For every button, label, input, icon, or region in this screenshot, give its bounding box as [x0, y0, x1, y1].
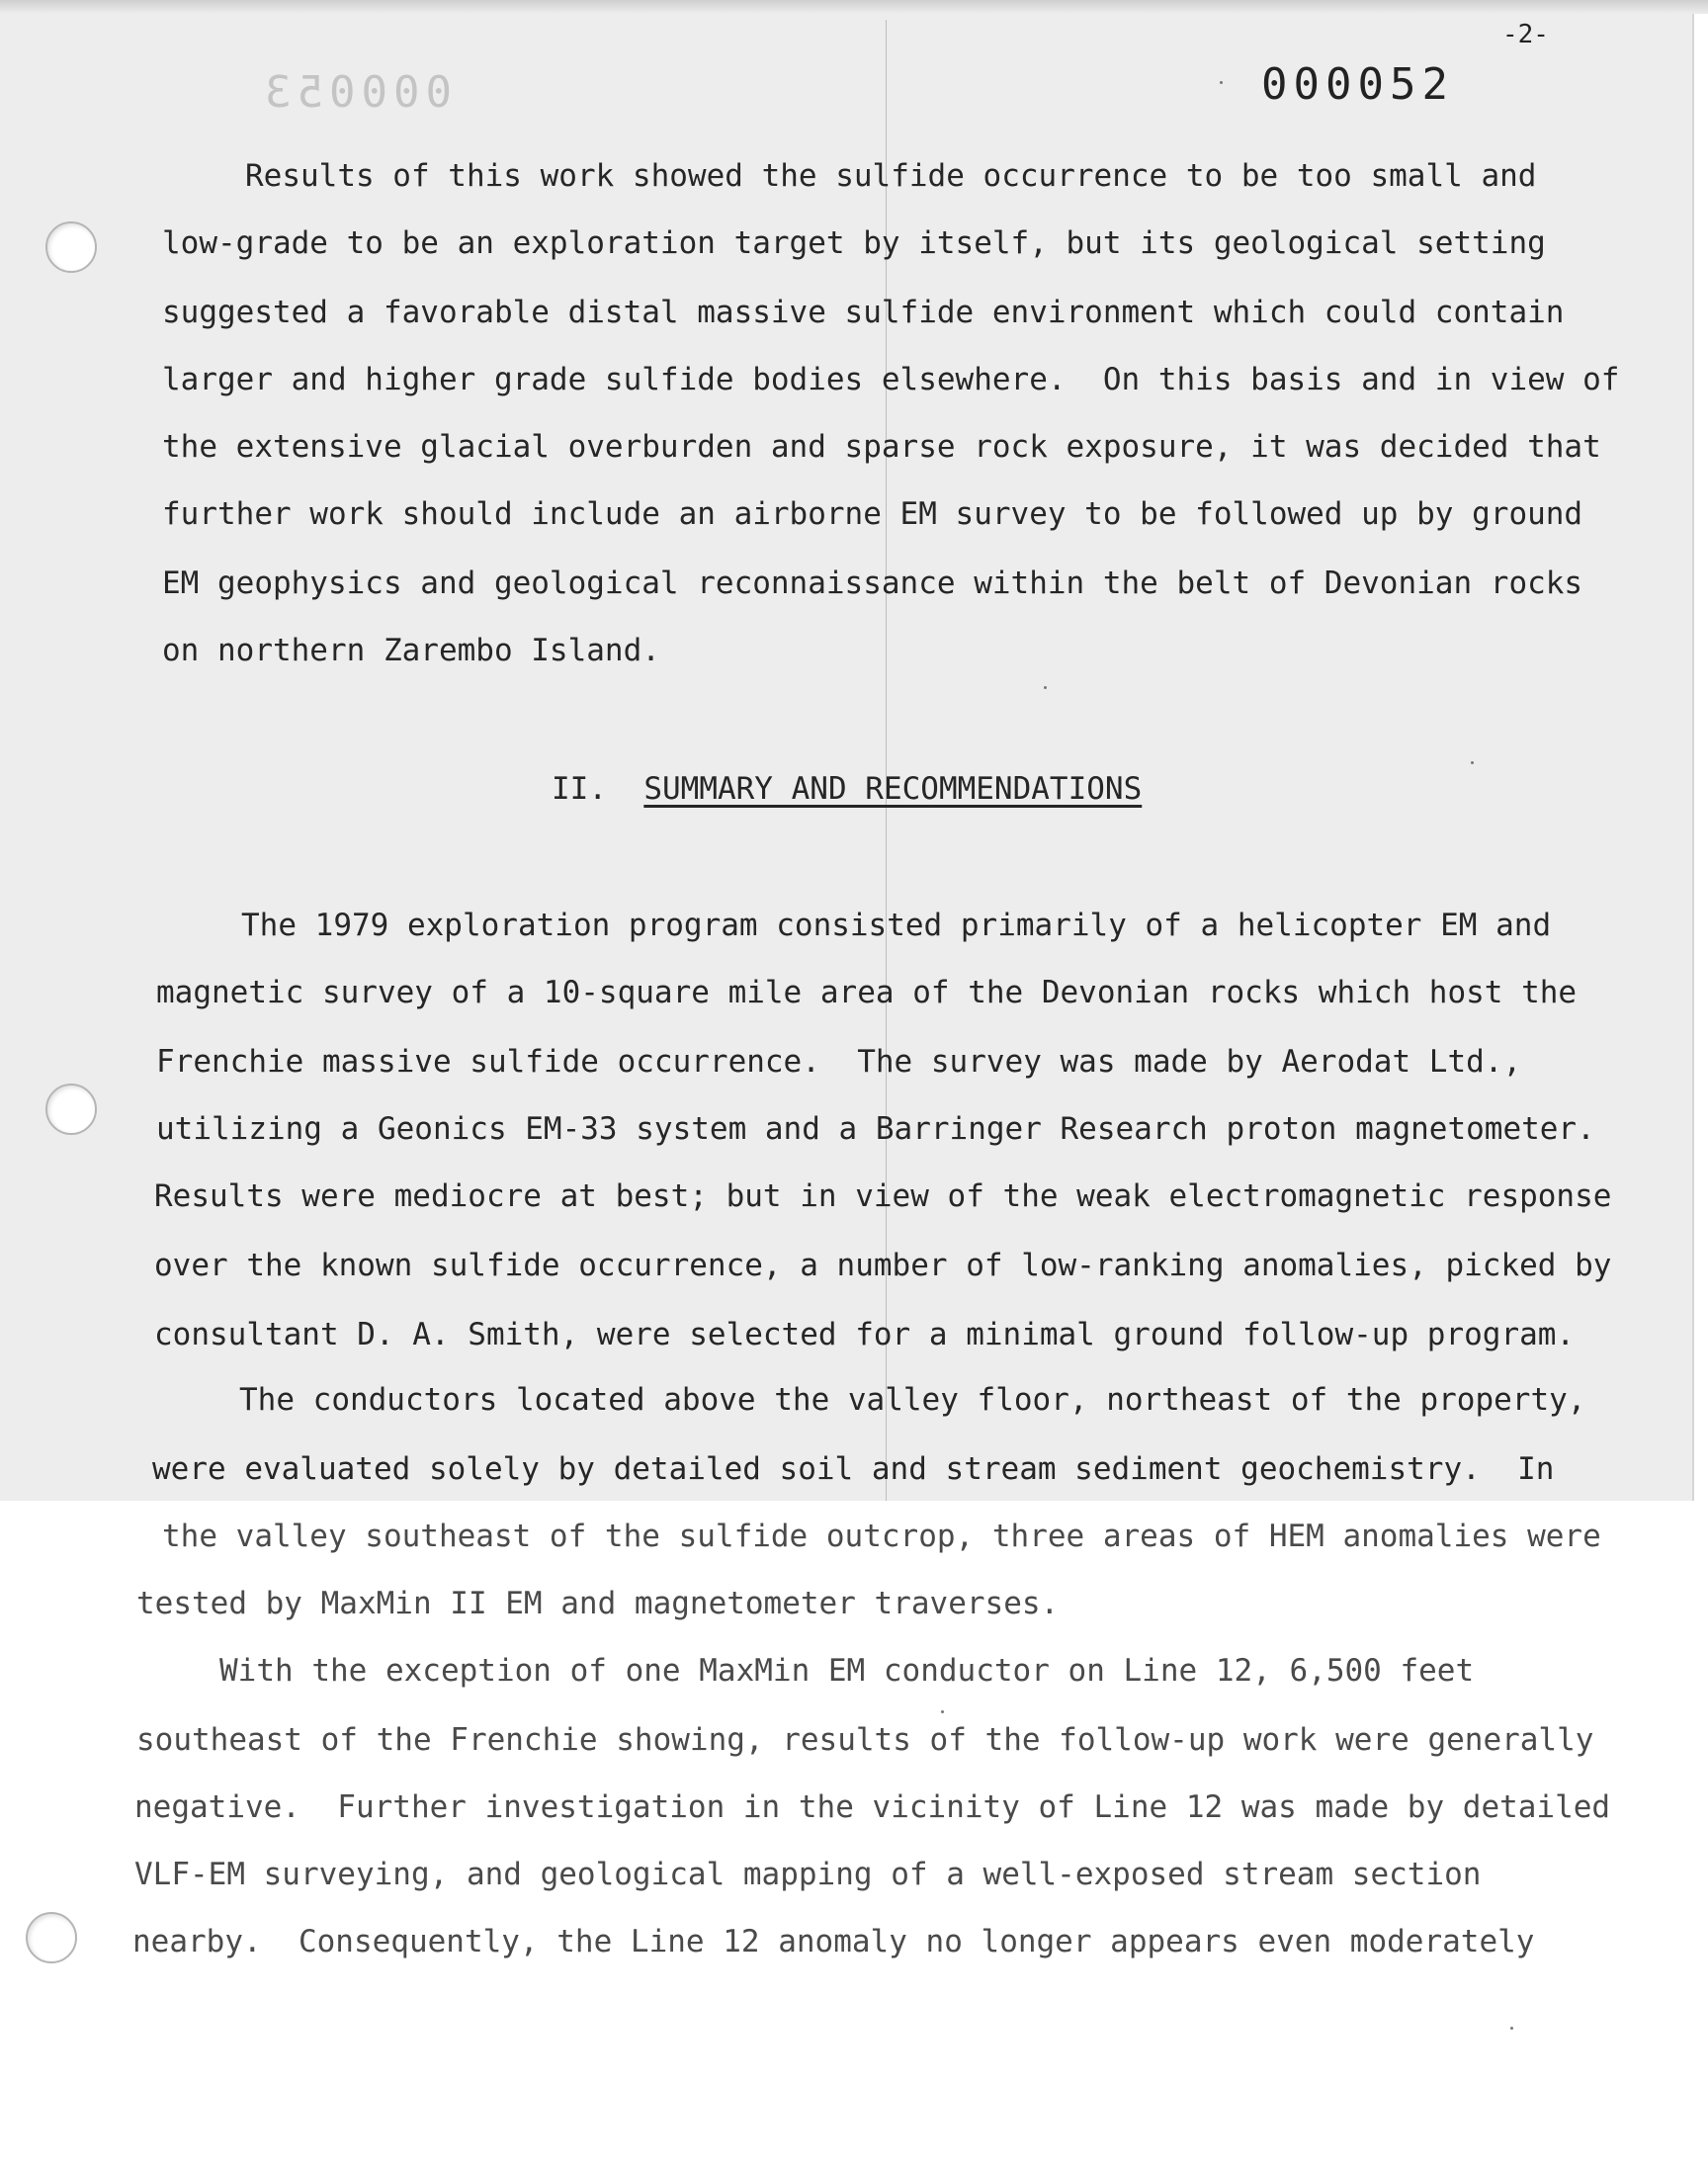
- intro-line: Results of this work showed the sulfide occurrence to be too small and: [245, 158, 1537, 194]
- intro-line: further work should include an airborne EM survey to be followed up by ground: [162, 496, 1583, 532]
- summary-line: The conductors located above the valley floor, northeast of the property,: [239, 1382, 1586, 1418]
- page-number: -2-: [1502, 20, 1549, 49]
- summary-line: Frenchie massive sulfide occurrence. The survey was made by Aerodat Ltd.,: [156, 1044, 1522, 1080]
- intro-line: EM geophysics and geological reconnaissance within the belt of Devonian rocks: [162, 566, 1583, 601]
- summary-line: southeast of the Frenchie showing, results of the follow-up work were generally: [136, 1722, 1594, 1758]
- intro-line: suggested a favorable distal massive sulfide environment which could contain: [162, 295, 1565, 330]
- document-id-stamp: 000052: [1261, 59, 1454, 110]
- summary-line: negative. Further investigation in the vicinity of Line 12 was made by detailed: [134, 1789, 1611, 1825]
- summary-line: With the exception of one MaxMin EM conductor on Line 12, 6,500 feet: [219, 1653, 1475, 1689]
- intro-line: the extensive glacial overburden and sparse rock exposure, it was decided that: [162, 429, 1601, 465]
- page-top-edge: [0, 0, 1708, 14]
- summary-line: VLF-EM surveying, and geological mapping of a well-exposed stream section: [134, 1857, 1482, 1892]
- scan-speck: [1220, 81, 1223, 84]
- summary-line: the valley southeast of the sulfide outcrop, three areas of HEM anomalies were: [162, 1519, 1601, 1554]
- binder-punch-hole-middle: [45, 1084, 97, 1135]
- summary-line: magnetic survey of a 10-square mile area of the Devonian rocks which host the: [156, 975, 1578, 1010]
- document-id-bleedthrough: 000053: [259, 67, 452, 118]
- summary-line: consultant D. A. Smith, were selected for a minimal ground follow-up program.: [154, 1317, 1576, 1352]
- section-heading: [552, 769, 1142, 809]
- summary-line: over the known sulfide occurrence, a number of low-ranking anomalies, picked by: [154, 1248, 1612, 1283]
- section-number: II.: [552, 771, 607, 807]
- scan-speck: [941, 1710, 944, 1713]
- scan-speck: [1510, 2027, 1513, 2030]
- summary-line: were evaluated solely by detailed soil and stream sediment geochemistry. In: [152, 1451, 1555, 1487]
- binder-punch-hole-bottom: [26, 1912, 77, 1963]
- summary-line: Results were mediocre at best; but in view of the weak electromagnetic response: [154, 1178, 1612, 1214]
- intro-line: low-grade to be an exploration target by itself, but its geological setting: [162, 225, 1546, 261]
- section-title: SUMMARY AND RECOMMENDATIONS: [643, 771, 1143, 807]
- summary-line: The 1979 exploration program consisted primarily of a helicopter EM and: [241, 908, 1552, 943]
- summary-line: nearby. Consequently, the Line 12 anomaly no longer appears even moderately: [132, 1924, 1535, 1959]
- intro-line: on northern Zarembo Island.: [162, 633, 660, 668]
- summary-line: utilizing a Geonics EM-33 system and a Barringer Research proton magnetometer.: [156, 1111, 1595, 1147]
- scan-speck: [1044, 686, 1047, 689]
- scan-speck: [1471, 761, 1474, 764]
- binder-punch-hole-top: [45, 221, 97, 273]
- intro-line: larger and higher grade sulfide bodies elsewhere. On this basis and in view of: [162, 362, 1620, 397]
- summary-line: tested by MaxMin II EM and magnetometer traverses.: [136, 1586, 1060, 1621]
